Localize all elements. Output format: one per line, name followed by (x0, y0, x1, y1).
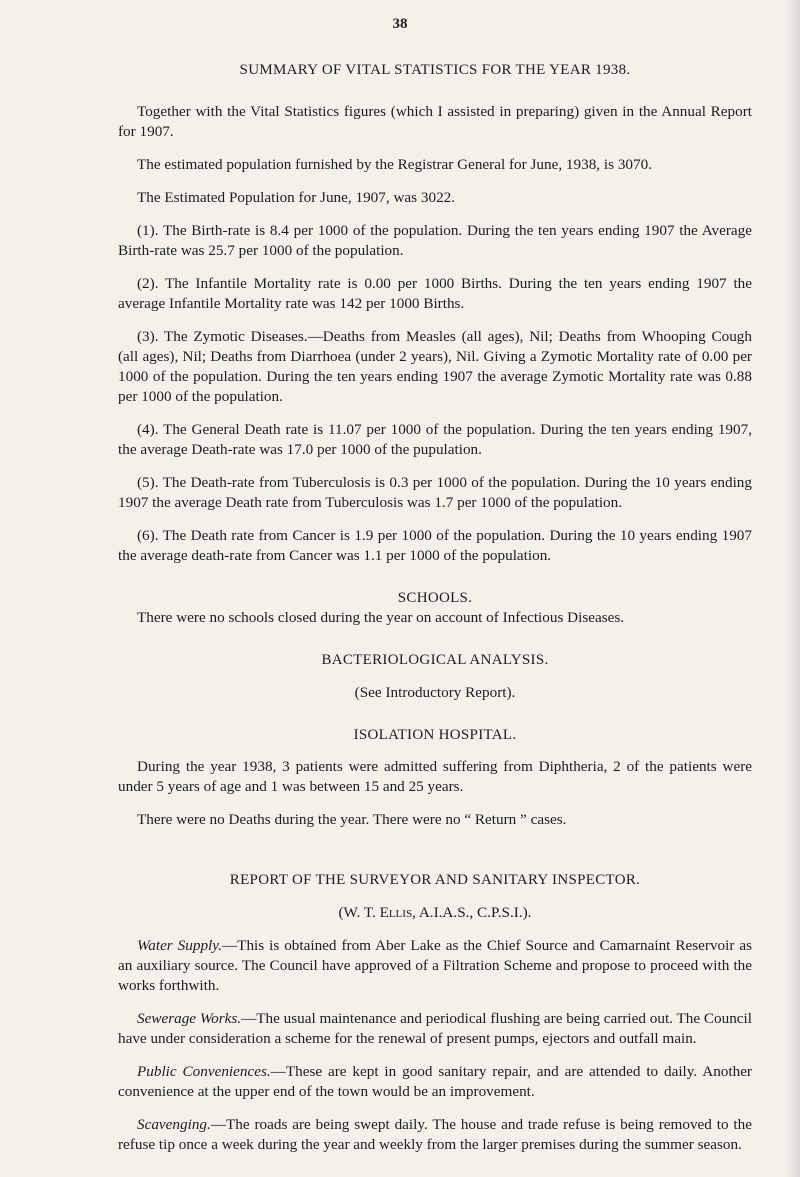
sewerage-works-text: —The usual maintenance and periodical flushing are being carried out. The Council have under consideration a scheme for the renewal of present pumps, ejectors and outfall main. (118, 1010, 752, 1047)
summary-title: SUMMARY OF VITAL STATISTICS FOR THE YEAR 1938. (239, 62, 631, 78)
bacteriological-text: (See Introductory Report). (354, 684, 516, 701)
schools-heading: SCHOOLS. (397, 590, 473, 606)
page-edge-shadow (786, 0, 800, 1177)
scavenging-paragraph (118, 1115, 752, 1155)
scavenging-text: —The roads are being swept daily. The house and trade refuse is being removed to the refuse tip once a week during the year and weekly from the larger premises during the summer season. (118, 1116, 752, 1153)
summary-intro: Together with the Vital Statistics figures (which I assisted in preparing) given in the Annual Report for 1907. (118, 103, 752, 140)
surveyor-heading: REPORT OF THE SURVEYOR AND SANITARY INSPECTOR. (229, 872, 641, 888)
scavenging-label: Scavenging. (137, 1116, 211, 1133)
surveyor-subtitle (118, 903, 752, 923)
sewerage-works-paragraph (118, 1009, 752, 1049)
population-1938: The estimated population furnished by the Registrar General for June, 1938, is 3070. (137, 156, 652, 173)
page-content (118, 60, 752, 1155)
infantile-mortality-paragraph: (2). The Infantile Mortality rate is 0.00 per 1000 Births. During the ten years ending 1907 the average Infantile Mortality rate was 142 per 1000 Births. (118, 275, 752, 312)
page-number: 38 (392, 16, 408, 32)
general-death-rate-paragraph: (4). The General Death rate is 11.07 per 1000 of the population. During the ten years ending 1907, the average Death-rate was 17.0 per 1000 of the pupulation. (118, 421, 752, 458)
isolation-deaths-text: There were no Deaths during the year. There were no “ Return ” cases. (137, 811, 567, 828)
water-supply-paragraph (118, 936, 752, 996)
cancer-paragraph: (6). The Death rate from Cancer is 1.9 per 1000 of the population. During the 10 years ending 1907 the average death-rate from Cancer was 1.1 per 1000 of the population. (118, 527, 752, 564)
birth-rate-paragraph: (1). The Birth-rate is 8.4 per 1000 of the population. During the ten years ending 1907 the Average Birth-rate was 25.7 per 1000 of the population. (118, 222, 752, 259)
surveyor-subtitle-close: , A.I.A.S., C.P.S.I.). (412, 904, 532, 921)
water-supply-text: —This is obtained from Aber Lake as the Chief Source and Camarnaint Reservoir as an auxiliary source. The Council have approved of a Filtration Scheme and propose to proceed with the works forthwith. (118, 937, 753, 994)
water-supply-label: Water Supply. (137, 937, 222, 954)
tuberculosis-paragraph: (5). The Death-rate from Tuberculosis is 0.3 per 1000 of the population. During the 10 years ending 1907 the average Death rate from Tuberculosis was 1.7 per 1000 of the population. (118, 474, 752, 511)
bacteriological-heading: BACTERIOLOGICAL ANALYSIS. (321, 652, 549, 668)
isolation-heading: ISOLATION HOSPITAL. (353, 727, 517, 743)
population-1907: The Estimated Population for June, 1907, was 3022. (137, 189, 456, 206)
public-conveniences-label: Public Conveniences. (137, 1063, 271, 1080)
isolation-admissions-text: During the year 1938, 3 patients were admitted suffering from Diphtheria, 2 of the patients were under 5 years of age and 1 was between 15 and 25 years. (118, 758, 752, 795)
surveyor-name: Ellis (379, 904, 413, 921)
sewerage-works-label: Sewerage Works. (137, 1010, 242, 1027)
zymotic-diseases-paragraph: (3). The Zymotic Diseases.—Deaths from Measles (all ages), Nil; Deaths from Whooping Cough (all ages), Nil; Deaths from Diarrhoea (under 2 years), Nil. Giving a Zymotic Mortality rate of 0.00 per 1000 of the population. During the ten years ending 1907 the average Zymotic Mortality rate was 0.88 per 1000 of the population. (118, 328, 752, 405)
public-conveniences-paragraph (118, 1062, 752, 1102)
schools-text: There were no schools closed during the year on account of Infectious Diseases. (137, 609, 625, 626)
surveyor-subtitle-open: (W. T. (338, 904, 380, 921)
public-conveniences-text: —These are kept in good sanitary repair, and are attended to daily. Another convenience at the upper end of the town would be an improvement. (118, 1063, 752, 1100)
